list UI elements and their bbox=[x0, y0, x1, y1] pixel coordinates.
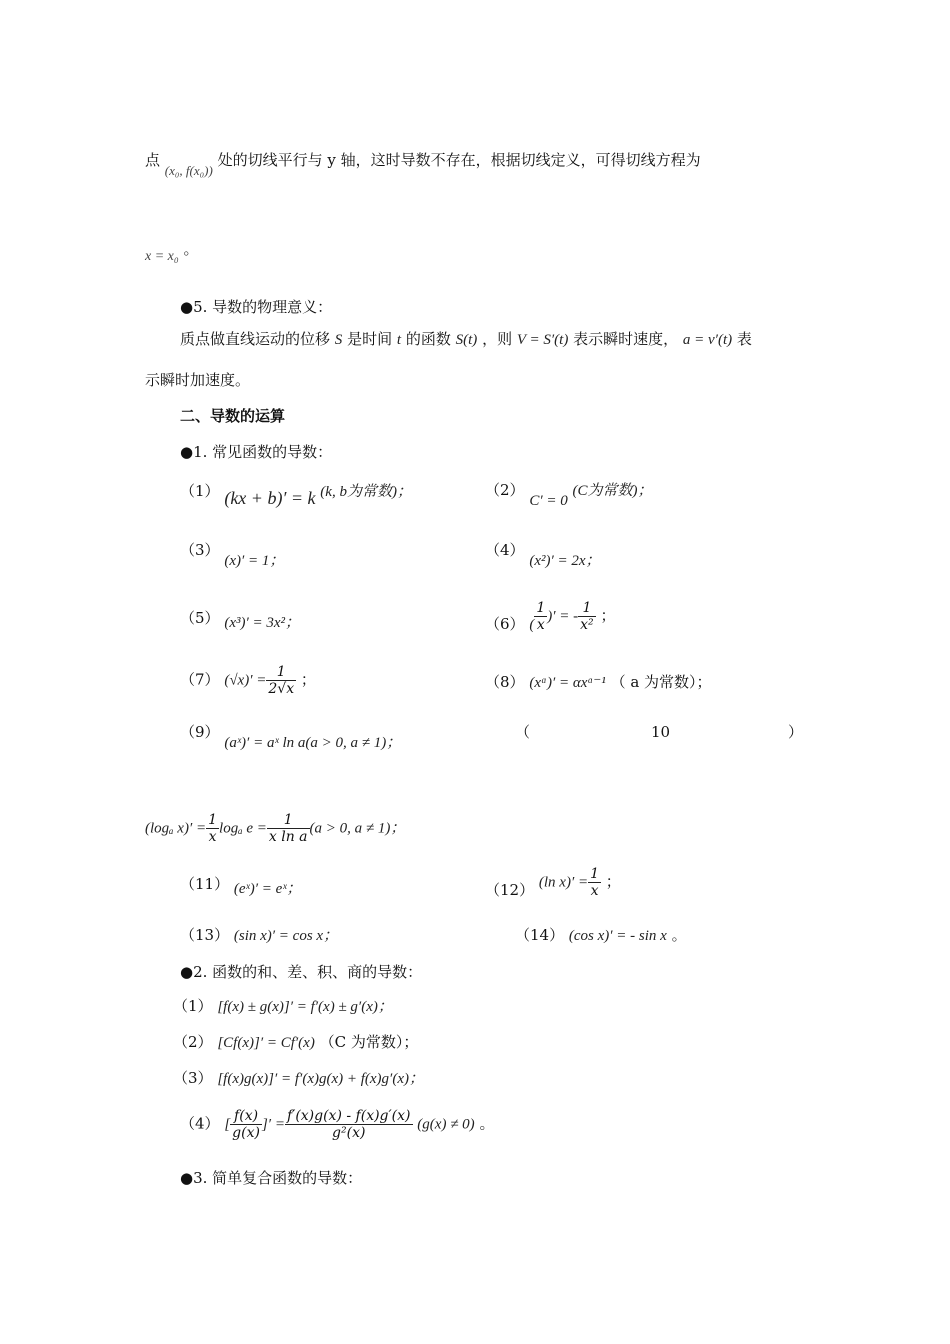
formula-13-label: （13） bbox=[180, 926, 230, 944]
rule-1-label: （1） bbox=[173, 997, 213, 1015]
formula-2 bbox=[485, 480, 653, 509]
formula-3-expr: (x)′ = 1； bbox=[224, 553, 285, 569]
rule-3-label: （3） bbox=[173, 1069, 213, 1087]
formula-6: （6） ( $\frac{1}{x}$ )′ = - $\frac{1}{\text{x²}}$ ； bbox=[485, 600, 616, 633]
func-st: S(t) bbox=[455, 332, 478, 348]
formula-14 bbox=[515, 925, 687, 946]
formula-6-end: ； bbox=[600, 606, 616, 625]
formula-3-label: （3） bbox=[180, 541, 220, 559]
formula-1 bbox=[180, 480, 412, 508]
formula-4-label: （4） bbox=[485, 541, 525, 559]
point-expr: (x₀, f(x₀)) bbox=[164, 163, 213, 178]
physics-text-b: 是时间 bbox=[347, 330, 393, 348]
formula-10-cond: (a > 0, a ≠ 1)； bbox=[309, 820, 406, 837]
tangent-equation: x = x₀ bbox=[145, 249, 179, 264]
formula-2-label: （2） bbox=[485, 481, 525, 499]
formula-3 bbox=[180, 540, 285, 569]
rule-3-expr: [f(x)g(x)]′ = f′(x)g(x) + f(x)g′(x)； bbox=[217, 1071, 424, 1087]
rule-2-note: （C 为常数）； bbox=[319, 1033, 419, 1051]
physics-text-c: 的函数 bbox=[405, 330, 451, 348]
rule-1-expr: [f(x) ± g(x)]′ = f′(x) ± g′(x)； bbox=[217, 999, 393, 1015]
formula-14-expr: (cos x)′ = - sin x bbox=[568, 928, 667, 944]
velocity-eq: V = S′(t) bbox=[516, 332, 569, 348]
formula-1-note: (k, b为常数)； bbox=[320, 484, 412, 500]
formula-2-expr: C′ = 0 bbox=[529, 493, 568, 509]
rule-1 bbox=[173, 996, 393, 1017]
formula-1-label: （1） bbox=[180, 482, 220, 500]
section-2-2-title: ●2. 函数的和、差、积、商的导数： bbox=[180, 963, 423, 981]
formula-6-label: （6） bbox=[485, 614, 525, 633]
formula-14-label: （14） bbox=[515, 926, 565, 944]
section-heading: 二、导数的运算 bbox=[180, 407, 286, 425]
formula-5-label: （5） bbox=[180, 609, 220, 627]
formula-10-open: （ bbox=[515, 723, 531, 741]
formula-10 bbox=[145, 812, 405, 845]
rule-4-label: （4） bbox=[180, 1114, 220, 1133]
formula-9 bbox=[180, 722, 402, 751]
section-2-1-title: ●1. 常见函数的导数： bbox=[180, 443, 333, 461]
tangent-end: 。 bbox=[183, 240, 199, 258]
formula-12-end: ； bbox=[605, 872, 621, 891]
rule-4-mid: ]′ = bbox=[261, 1116, 285, 1133]
formula-7-end: ； bbox=[300, 670, 316, 689]
acceleration-eq: a = v′(t) bbox=[682, 332, 733, 348]
formula-10-lhs: (logₐ x)′ = bbox=[145, 820, 207, 837]
formula-8-expr: (xᵅ)′ = αxᵅ⁻¹ bbox=[529, 675, 606, 691]
physics-text-a: 质点做直线运动的位移 bbox=[180, 330, 331, 348]
rule-4-cond: (g(x) ≠ 0) bbox=[417, 1116, 475, 1133]
physics-text-e: 表示瞬时速度， bbox=[573, 330, 679, 348]
formula-5-expr: (x³)′ = 3x²； bbox=[224, 615, 301, 631]
physics-line-2: 示瞬时加速度。 bbox=[145, 371, 251, 389]
rule-4-end: 。 bbox=[479, 1114, 495, 1133]
rule-3 bbox=[173, 1068, 424, 1089]
rule-4-frac-2: $\frac{f'(x)g(x) - f(x)g'(x)}{\text{g²(x)}}$ bbox=[286, 1108, 411, 1141]
formula-10-close: ） bbox=[788, 723, 804, 741]
formula-11-expr: (eˣ)′ = eˣ； bbox=[233, 881, 302, 897]
formula-6-frac: $\frac{1}{x}$ bbox=[536, 600, 546, 633]
formula-8 bbox=[485, 672, 712, 693]
formula-12-label: （12） bbox=[485, 880, 535, 899]
rule-2-label: （2） bbox=[173, 1033, 213, 1051]
var-s: S bbox=[334, 332, 343, 348]
formula-12-lhs: (ln x)′ = bbox=[538, 874, 589, 891]
formula-12 bbox=[485, 866, 621, 899]
physics-text-f: 表 bbox=[736, 330, 752, 348]
rule-4: （4） [ $\frac{f(x)}{g(x)}$ ]′ = $\frac{f'(x)g(x) - f(x)g'(x)}{\text{g²(x)}}$ (g(x) ≠ 0) 。 bbox=[180, 1108, 495, 1141]
formula-12-frac: $\frac{1}{x}$ bbox=[590, 866, 600, 899]
formula-8-label: （8） bbox=[485, 673, 525, 691]
formula-1-expr: (kx + b)′ = k bbox=[224, 488, 316, 508]
section-2-3-title: ●3. 简单复合函数的导数： bbox=[180, 1169, 363, 1187]
formula-10-frac-1: $\frac{1}{x}$ bbox=[208, 812, 218, 845]
formula-11-label: （11） bbox=[180, 875, 230, 893]
formula-7 bbox=[180, 664, 316, 697]
formula-5 bbox=[180, 608, 300, 629]
formula-4 bbox=[485, 540, 601, 569]
formula-2-note: (C为常数)； bbox=[572, 483, 653, 499]
intro-tail: 处的切线平行与 y 轴，这时导数不存在，根据切线定义，可得切线方程为 bbox=[217, 151, 701, 169]
section-5-title: ●5. 导数的物理意义： bbox=[180, 298, 333, 316]
formula-6-mid: )′ = - bbox=[547, 608, 579, 625]
intro-line bbox=[145, 150, 701, 178]
formula-9-expr: (aˣ)′ = aˣ ln a(a > 0, a ≠ 1)； bbox=[224, 735, 402, 751]
var-t: t bbox=[396, 332, 402, 348]
formula-10-mid: logₐ e = bbox=[219, 820, 267, 837]
rule-4-frac: $\frac{f(x)}{g(x)}$ bbox=[232, 1108, 260, 1141]
rule-2 bbox=[173, 1032, 418, 1053]
formula-7-frac: $\frac{1}{2√x}$ bbox=[268, 664, 295, 697]
tangent-line bbox=[145, 240, 199, 267]
formula-11 bbox=[180, 874, 302, 895]
formula-10-number: 10 bbox=[651, 723, 671, 741]
formula-9-label: （9） bbox=[180, 723, 220, 741]
formula-7-lhs: (√x)′ = bbox=[224, 672, 267, 689]
formula-4-expr: (x²)′ = 2x； bbox=[529, 553, 601, 569]
intro-lead: 点 bbox=[145, 151, 161, 169]
formula-13-expr: (sin x)′ = cos x； bbox=[233, 928, 339, 944]
physics-line-1 bbox=[180, 329, 752, 350]
formula-14-end: 。 bbox=[671, 926, 687, 944]
formula-13 bbox=[180, 925, 338, 946]
rule-2-expr: [Cf(x)]′ = Cf′(x) bbox=[217, 1035, 315, 1051]
formula-6-frac-2: $\frac{1}{\text{x²}}$ bbox=[580, 600, 594, 633]
physics-text-d: ，则 bbox=[482, 330, 513, 348]
formula-7-label: （7） bbox=[180, 670, 220, 689]
formula-8-note: （ a 为常数）； bbox=[610, 673, 712, 691]
formula-10-frac-2: $\frac{1}{\text{x ln a}}$ bbox=[268, 812, 308, 845]
